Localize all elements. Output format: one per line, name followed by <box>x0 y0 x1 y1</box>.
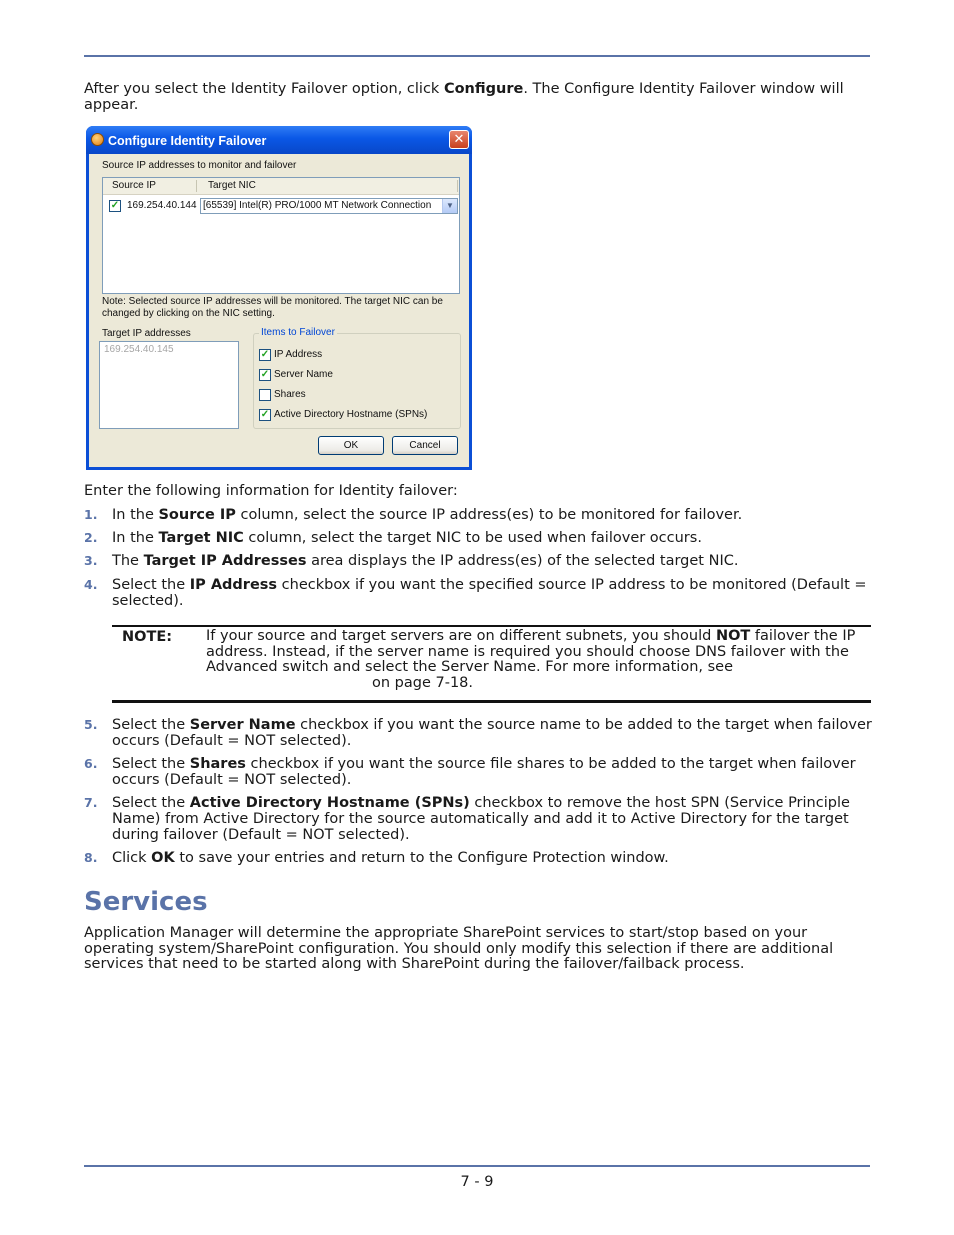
note-text: If your source and target servers are on different subnets, you should NOT failover the IP address. Instead, if the server name is required you should choose DNS failover with the Advanced switch and select the Server Name. For more information, see on page 7-18. <box>206 628 856 691</box>
column-source-ip[interactable]: Source IP <box>112 180 156 191</box>
note-bottom-rule <box>112 700 871 703</box>
spn-label: Active Directory Hostname (SPNs) <box>274 409 428 420</box>
step-number: 1. <box>84 507 98 522</box>
step-text: Select the Server Name checkbox if you want the source name to be added to the target when failover occurs (Default = NOT selected). <box>112 717 872 749</box>
ip-address-label: IP Address <box>274 349 323 360</box>
step-text: Select the Active Directory Hostname (SPNs) checkbox to remove the host SPN (Service Principle Name) from Active Directory for the source automatically and add it to Active Directory for the target during failover (Default = NOT selected). <box>112 795 850 843</box>
page-number: 7 - 9 <box>460 1174 494 1190</box>
step-text: Select the Shares checkbox if you want the source file shares to be added to the target when failover occurs (Default = NOT selected). <box>112 756 856 788</box>
step-text: Click OK to save your entries and return to the Configure Protection window. <box>112 850 669 866</box>
dialog-body <box>89 154 469 467</box>
source-ip-checkbox[interactable]: ✓ <box>110 200 120 211</box>
shares-checkbox[interactable] <box>259 389 271 401</box>
chevron-down-icon[interactable]: ▼ <box>442 199 457 213</box>
services-paragraph: Application Manager will determine the appropriate SharePoint services to start/stop based on your operating system/SharePoint configuration. You should only modify this selection if there are additional services that need to be started along with SharePoint during the failover/failback process. <box>84 925 834 972</box>
column-target-nic[interactable]: Target NIC <box>208 180 256 191</box>
step-text: In the Source IP column, select the source IP address(es) to be monitored for failover. <box>112 507 743 523</box>
step-number: 8. <box>84 850 98 865</box>
step-text: Select the IP Address checkbox if you want the specified source IP address to be monitored (Default = selected). <box>112 577 867 609</box>
header-rule <box>84 55 870 57</box>
app-icon <box>91 133 104 146</box>
lead-paragraph: Enter the following information for Identity failover: <box>84 483 458 499</box>
target-ip-list[interactable] <box>99 341 239 429</box>
footer-rule <box>84 1165 870 1167</box>
monitor-note-line2: changed by clicking on the NIC setting. <box>102 308 275 319</box>
target-nic-value: [65539] Intel(R) PRO/1000 MT Network Connection <box>203 200 432 211</box>
items-to-failover-group <box>253 327 461 429</box>
items-to-failover-legend: Items to Failover <box>261 327 335 338</box>
server-name-label: Server Name <box>274 369 333 380</box>
list-header <box>103 178 459 195</box>
column-separator <box>196 180 197 192</box>
intro-paragraph <box>84 81 874 113</box>
shares-label: Shares <box>274 389 306 400</box>
ip-address-checkbox[interactable]: ✓ <box>260 349 270 360</box>
monitor-note-line1: Note: Selected source IP addresses will be monitored. The target NIC can be <box>102 296 443 307</box>
section-heading: Services <box>84 887 208 917</box>
ok-button[interactable]: OK <box>318 436 384 455</box>
configure-identity-failover-dialog <box>86 126 472 470</box>
source-ip-label: Source IP addresses to monitor and failover <box>102 160 297 171</box>
step-text: The Target IP Addresses area displays the IP address(es) of the selected target NIC. <box>112 553 739 569</box>
server-name-checkbox[interactable]: ✓ <box>260 369 270 380</box>
step-number: 5. <box>84 717 98 732</box>
close-icon[interactable]: ✕ <box>449 130 469 149</box>
source-ip-list[interactable] <box>102 177 460 294</box>
dialog-title-bar <box>86 126 472 154</box>
target-ip-label: Target IP addresses <box>102 328 191 339</box>
target-nic-combo[interactable] <box>200 198 458 214</box>
intro-text: After you select the Identity Failover option, click <box>84 81 444 97</box>
note-page-ref: on page 7-18. <box>372 674 474 691</box>
intro-text-end: . The Configure Identity Failover window will appear. <box>84 81 844 113</box>
intro-bold: Configure <box>443 81 524 97</box>
column-separator <box>457 180 458 192</box>
step-number: 7. <box>84 795 98 810</box>
dialog-title: Configure Identity Failover <box>108 134 267 148</box>
step-number: 3. <box>84 553 98 568</box>
step-number: 2. <box>84 530 98 545</box>
note-label: NOTE: <box>122 629 173 645</box>
spn-checkbox[interactable]: ✓ <box>260 409 270 420</box>
step-number: 4. <box>84 577 98 592</box>
target-ip-value: 169.254.40.145 <box>104 344 174 355</box>
step-number: 6. <box>84 756 98 771</box>
note-top-rule <box>112 625 871 627</box>
cancel-button[interactable]: Cancel <box>392 436 458 455</box>
source-ip-value: 169.254.40.144 <box>127 200 197 211</box>
step-text: In the Target NIC column, select the target NIC to be used when failover occurs. <box>112 530 702 546</box>
